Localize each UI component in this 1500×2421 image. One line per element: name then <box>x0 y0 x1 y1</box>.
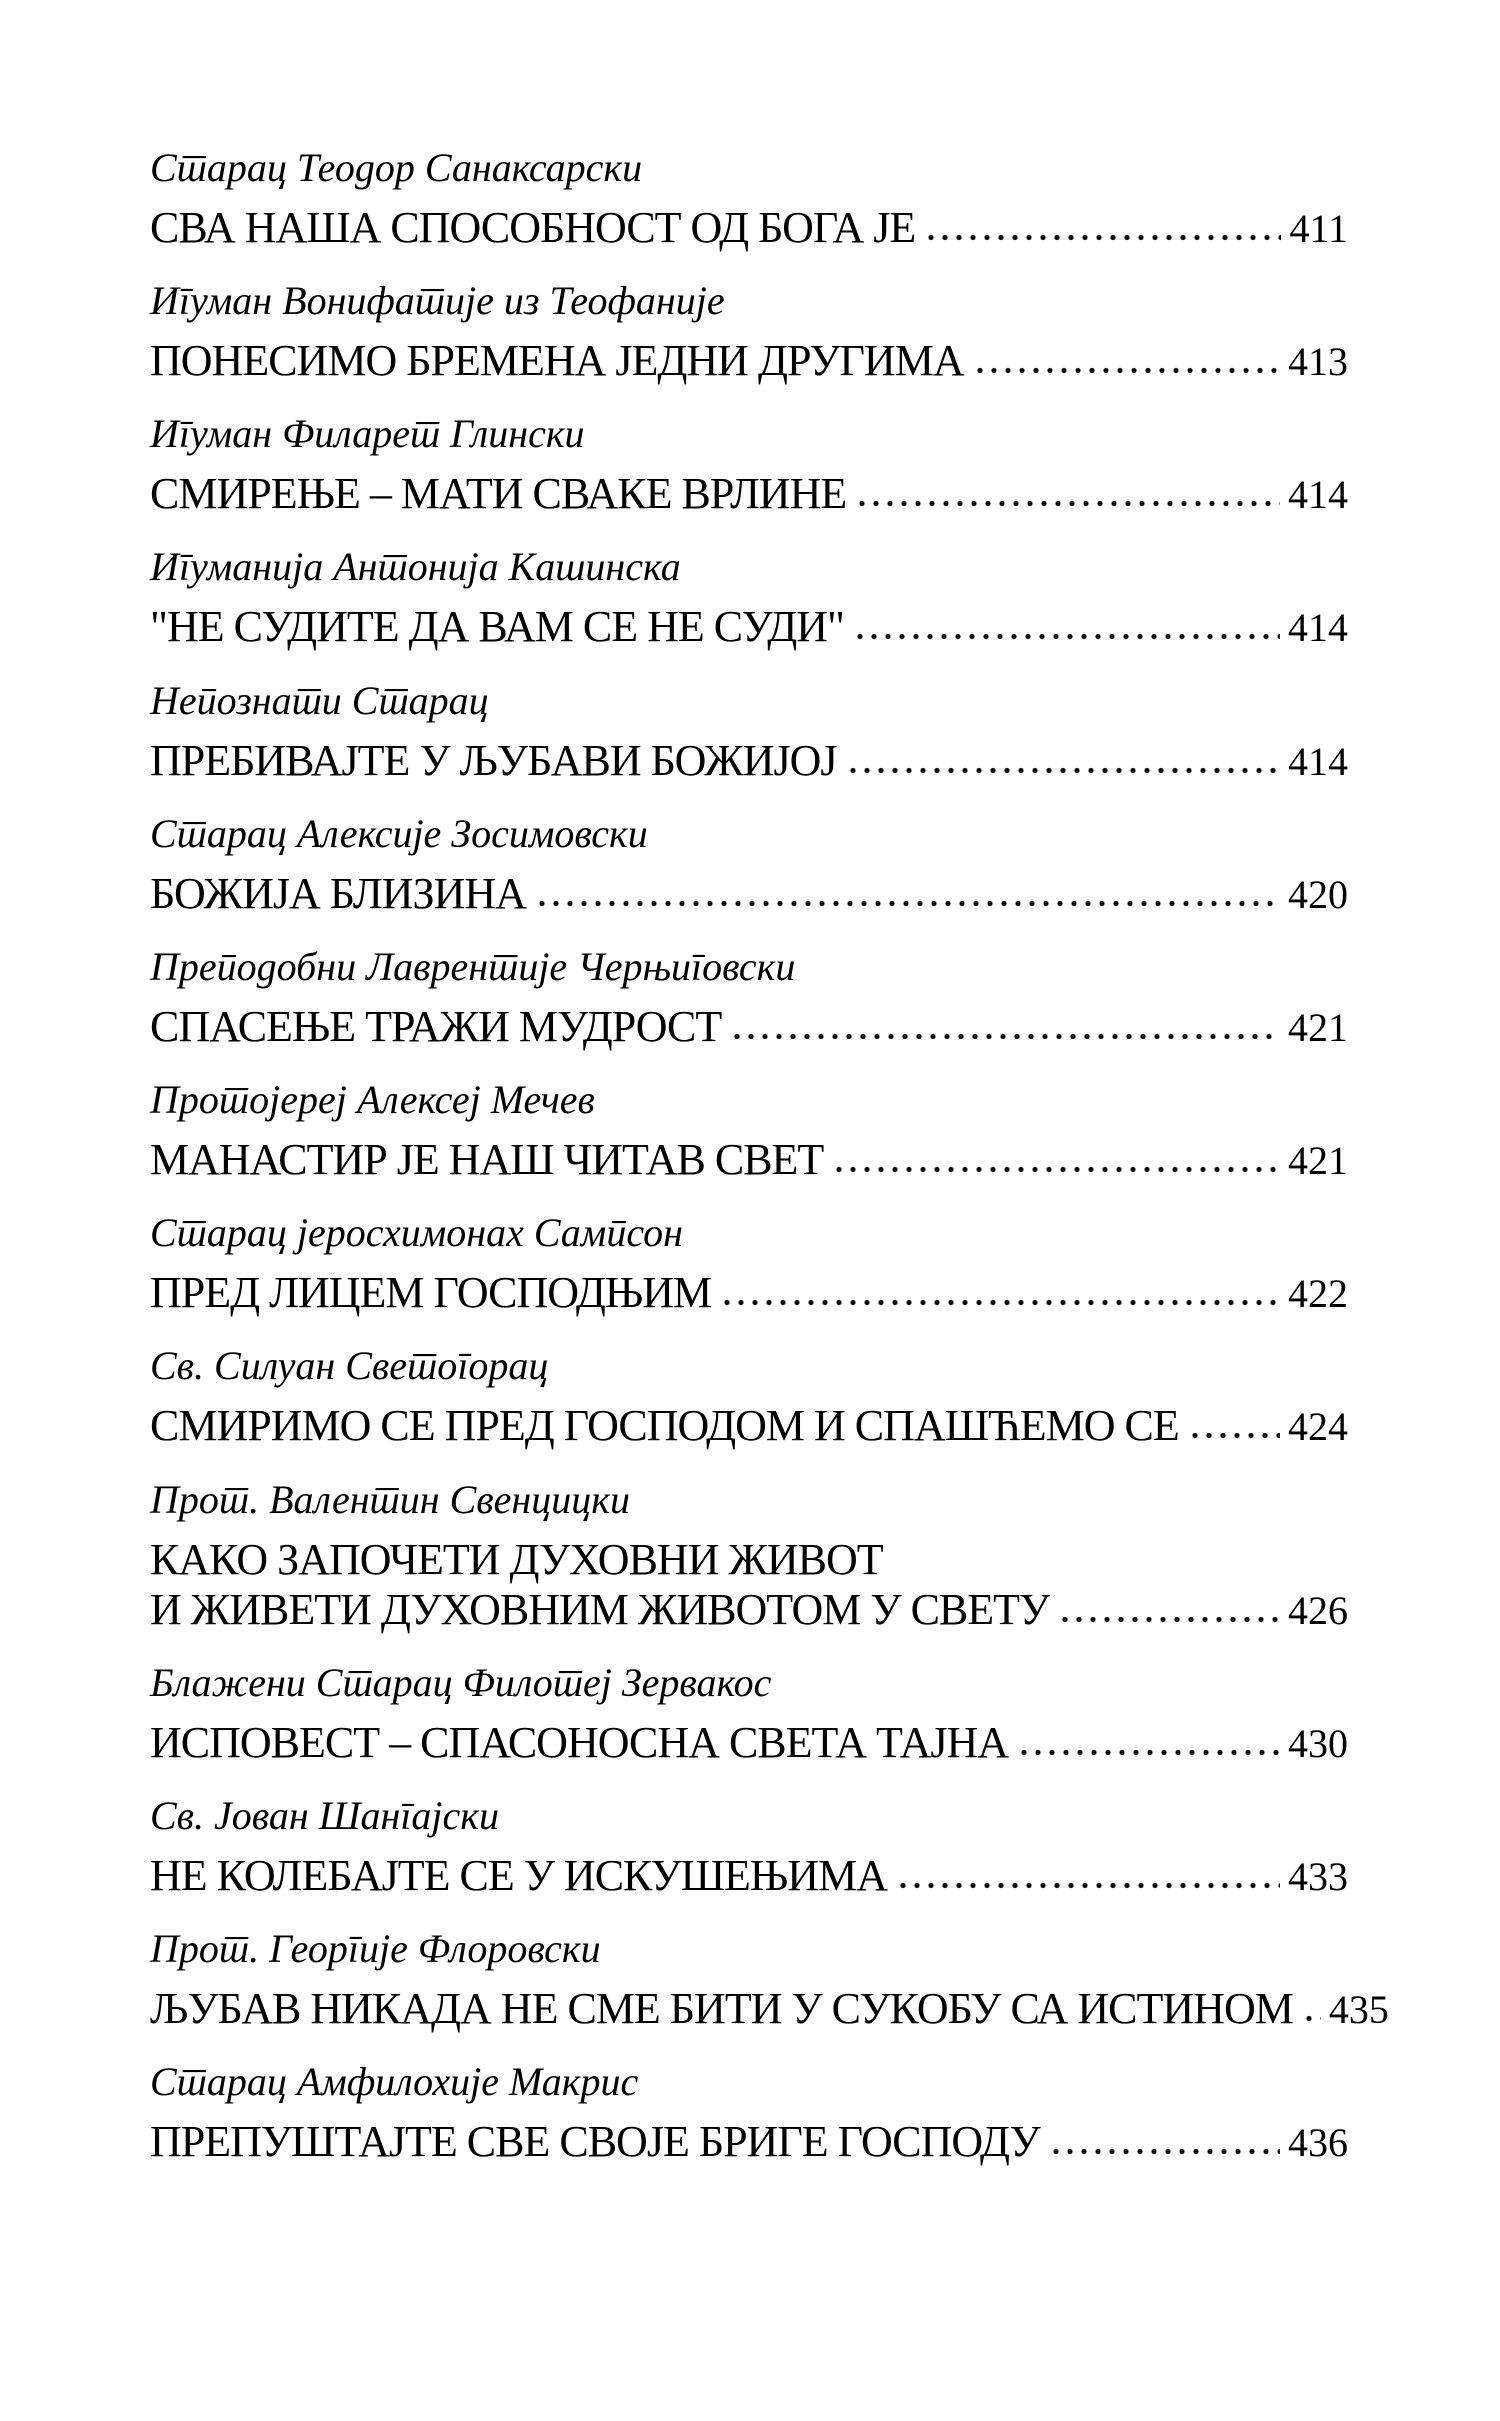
toc-entry-title-row <box>150 203 1348 253</box>
toc-entry-title: "НЕ СУДИТЕ ДА ВАМ СЕ НЕ СУДИ" <box>150 602 844 652</box>
dot-leader <box>835 1165 1280 1174</box>
toc-entry-title-row <box>150 1401 1348 1451</box>
toc-entry-titles <box>150 736 1348 786</box>
toc-entry <box>150 1077 1348 1185</box>
toc-entry <box>150 1343 1348 1451</box>
toc-entry-page-number: 422 <box>1288 1271 1348 1317</box>
toc-entry-titles <box>150 336 1348 386</box>
toc-entry-page-number: 424 <box>1288 1404 1348 1450</box>
toc-entry-author: Блажени Старац Филотеј Зервакос <box>150 1659 772 1705</box>
toc-entry <box>150 411 1348 519</box>
toc-entry-title: И ЖИВЕТИ ДУХОВНИМ ЖИВОТОМ У СВЕТУ <box>150 1584 1050 1634</box>
toc-entry-page-number: 421 <box>1288 1138 1348 1184</box>
toc-entry-title-row <box>150 1268 1348 1318</box>
toc-entry-titles <box>150 203 1348 253</box>
toc-entry <box>150 1659 1348 1768</box>
dot-leader <box>1020 1748 1280 1757</box>
toc-entry-title: БОЖИЈА БЛИЗИНА <box>150 868 526 918</box>
toc-entry-author: Св. Јован Шангајски <box>150 1793 499 1839</box>
toc-entry-titles <box>150 1401 1348 1451</box>
dot-leader <box>976 366 1280 375</box>
dot-leader <box>1305 2014 1321 2023</box>
toc-entry <box>150 810 1348 919</box>
toc-entry-page-number: 433 <box>1288 1854 1348 1900</box>
dot-leader <box>858 499 1280 508</box>
toc-entry <box>150 278 1348 386</box>
toc-entry-author: Протојереј Алексеј Мечев <box>150 1077 595 1123</box>
toc-entry-author: Игуман Вонифатије из Теофаније <box>150 278 725 324</box>
dot-leader <box>723 1298 1280 1307</box>
toc-entry-author: Игуман Филарет Глински <box>150 411 585 457</box>
toc-entry-author: Прот. Валентин Свенцицки <box>150 1476 630 1522</box>
dot-leader <box>1061 1615 1280 1624</box>
toc-entry <box>150 1926 1389 2034</box>
toc-entry-author: Старац јеросхимонах Сампсон <box>150 1210 683 1256</box>
toc-entry-page-number: 414 <box>1288 472 1348 518</box>
toc-entry-title-row <box>150 2117 1348 2167</box>
toc-entry-title: ЉУБАВ НИКАДА НЕ СМЕ БИТИ У СУКОБУ СА ИСТИНОМ <box>150 1984 1293 2034</box>
dot-leader <box>849 766 1280 775</box>
toc-entry-title-row <box>150 336 1348 386</box>
toc-entry <box>150 1476 1348 1635</box>
toc-entry-title-row <box>150 1851 1348 1901</box>
toc-entry-author: Игуманија Антонија Кашинска <box>150 544 681 590</box>
toc-entry-title: СМИРИМО СЕ ПРЕД ГОСПОДОМ И СПАШЋЕМО СЕ <box>150 1401 1179 1451</box>
toc-entry-title-row <box>150 869 1348 919</box>
toc-entry-titles <box>150 1851 1348 1901</box>
toc-entry <box>150 1793 1348 1901</box>
dot-leader <box>1191 1431 1280 1440</box>
toc-entry-title-row <box>150 1585 1348 1635</box>
toc-entry <box>150 1210 1348 1318</box>
toc-entry <box>150 544 1348 652</box>
toc-entry-author: Старац Теодор Санаксарски <box>150 145 643 190</box>
toc-entry-author: Св. Силуан Светогорац <box>150 1343 549 1389</box>
toc-entry-titles <box>150 602 1348 652</box>
toc-entry-page-number: 413 <box>1288 339 1348 385</box>
toc-entry-title-row <box>150 469 1348 519</box>
toc-entry-title: НЕ КОЛЕБАЈТЕ СЕ У ИСКУШЕЊИМА <box>150 1851 887 1901</box>
toc-entry-author: Старац Амфилохије Макрис <box>150 2059 639 2105</box>
toc-entry-page-number: 426 <box>1288 1587 1348 1633</box>
toc-entry-title-row <box>150 736 1348 786</box>
toc-entry-title-row <box>150 602 1348 652</box>
toc-entry-page-number: 411 <box>1289 206 1348 251</box>
dot-leader <box>1052 2147 1280 2156</box>
toc-entry-page-number: 421 <box>1288 1004 1348 1050</box>
dot-leader <box>538 899 1280 908</box>
toc-entry-titles <box>150 1268 1348 1318</box>
toc-entry-title: СПАСЕЊЕ ТРАЖИ МУДРОСТ <box>150 1001 722 1051</box>
toc-entry-title: ИСПОВЕСТ – СПАСОНОСНА СВЕТА ТАЈНА <box>150 1717 1009 1767</box>
toc-entry-title: КАКО ЗАПОЧЕТИ ДУХОВНИ ЖИВОТ <box>150 1534 883 1584</box>
toc-entry <box>150 145 1348 253</box>
toc-entry-page-number: 414 <box>1288 738 1348 784</box>
toc-entry-title: ПРЕПУШТАЈТЕ СВЕ СВОЈЕ БРИГЕ ГОСПОДУ <box>150 2117 1040 2167</box>
toc-entry-titles <box>150 469 1348 519</box>
toc-entry-titles <box>150 2117 1348 2167</box>
toc-entry-title-row <box>150 1535 1348 1585</box>
toc-entry-title-row <box>150 1135 1348 1185</box>
dot-leader <box>856 632 1280 641</box>
toc-entry-title: ПРЕБИВАЈТЕ У ЉУБАВИ БОЖИЈОЈ <box>150 735 837 785</box>
toc-entry-title-row <box>150 1984 1389 2034</box>
toc-entry-author: Старац Алексије Зосимовски <box>150 810 648 856</box>
toc-entry-titles <box>150 1135 1348 1185</box>
toc-entry-page-number: 435 <box>1328 1987 1389 2033</box>
toc-entry <box>150 677 1348 786</box>
toc-entry-title: СВА НАША СПОСОБНОСТ ОД БОГА ЈЕ <box>150 203 916 252</box>
toc-entry-title: СМИРЕЊЕ – МАТИ СВАКЕ ВРЛИНЕ <box>150 469 847 519</box>
toc-entry-title: МАНАСТИР ЈЕ НАШ ЧИТАВ СВЕТ <box>150 1135 824 1185</box>
dot-leader <box>899 1881 1280 1890</box>
toc-entry-titles <box>150 869 1348 919</box>
toc-entry-author: Преподобни Лаврентије Черњиговски <box>150 943 796 989</box>
toc-entry-title: ПРЕД ЛИЦЕМ ГОСПОДЊИМ <box>150 1268 712 1318</box>
toc-entry-title-row <box>150 1718 1348 1768</box>
toc-entry-author: Прот. Георгије Флоровски <box>150 1926 601 1972</box>
toc-entry-page-number: 436 <box>1288 2120 1348 2166</box>
toc-entry-titles <box>150 1718 1348 1768</box>
toc-entry-title: ПОНЕСИМО БРЕМЕНА ЈЕДНИ ДРУГИМА <box>150 336 964 386</box>
toc-entry-author: Непознати Старац <box>150 677 489 723</box>
toc-entry-page-number: 430 <box>1288 1720 1348 1766</box>
toc-entry-title-row <box>150 1002 1348 1052</box>
toc-entry-titles <box>150 1535 1348 1635</box>
toc-entry <box>150 943 1348 1052</box>
toc-entry-page-number: 414 <box>1288 605 1348 651</box>
toc-entry <box>150 2059 1348 2167</box>
dot-leader <box>733 1032 1280 1041</box>
toc-entry-titles <box>150 1002 1348 1052</box>
toc-entry-page-number: 420 <box>1288 871 1348 917</box>
table-of-contents <box>150 145 1389 2168</box>
toc-entry-titles <box>150 1984 1389 2034</box>
dot-leader <box>927 233 1281 242</box>
